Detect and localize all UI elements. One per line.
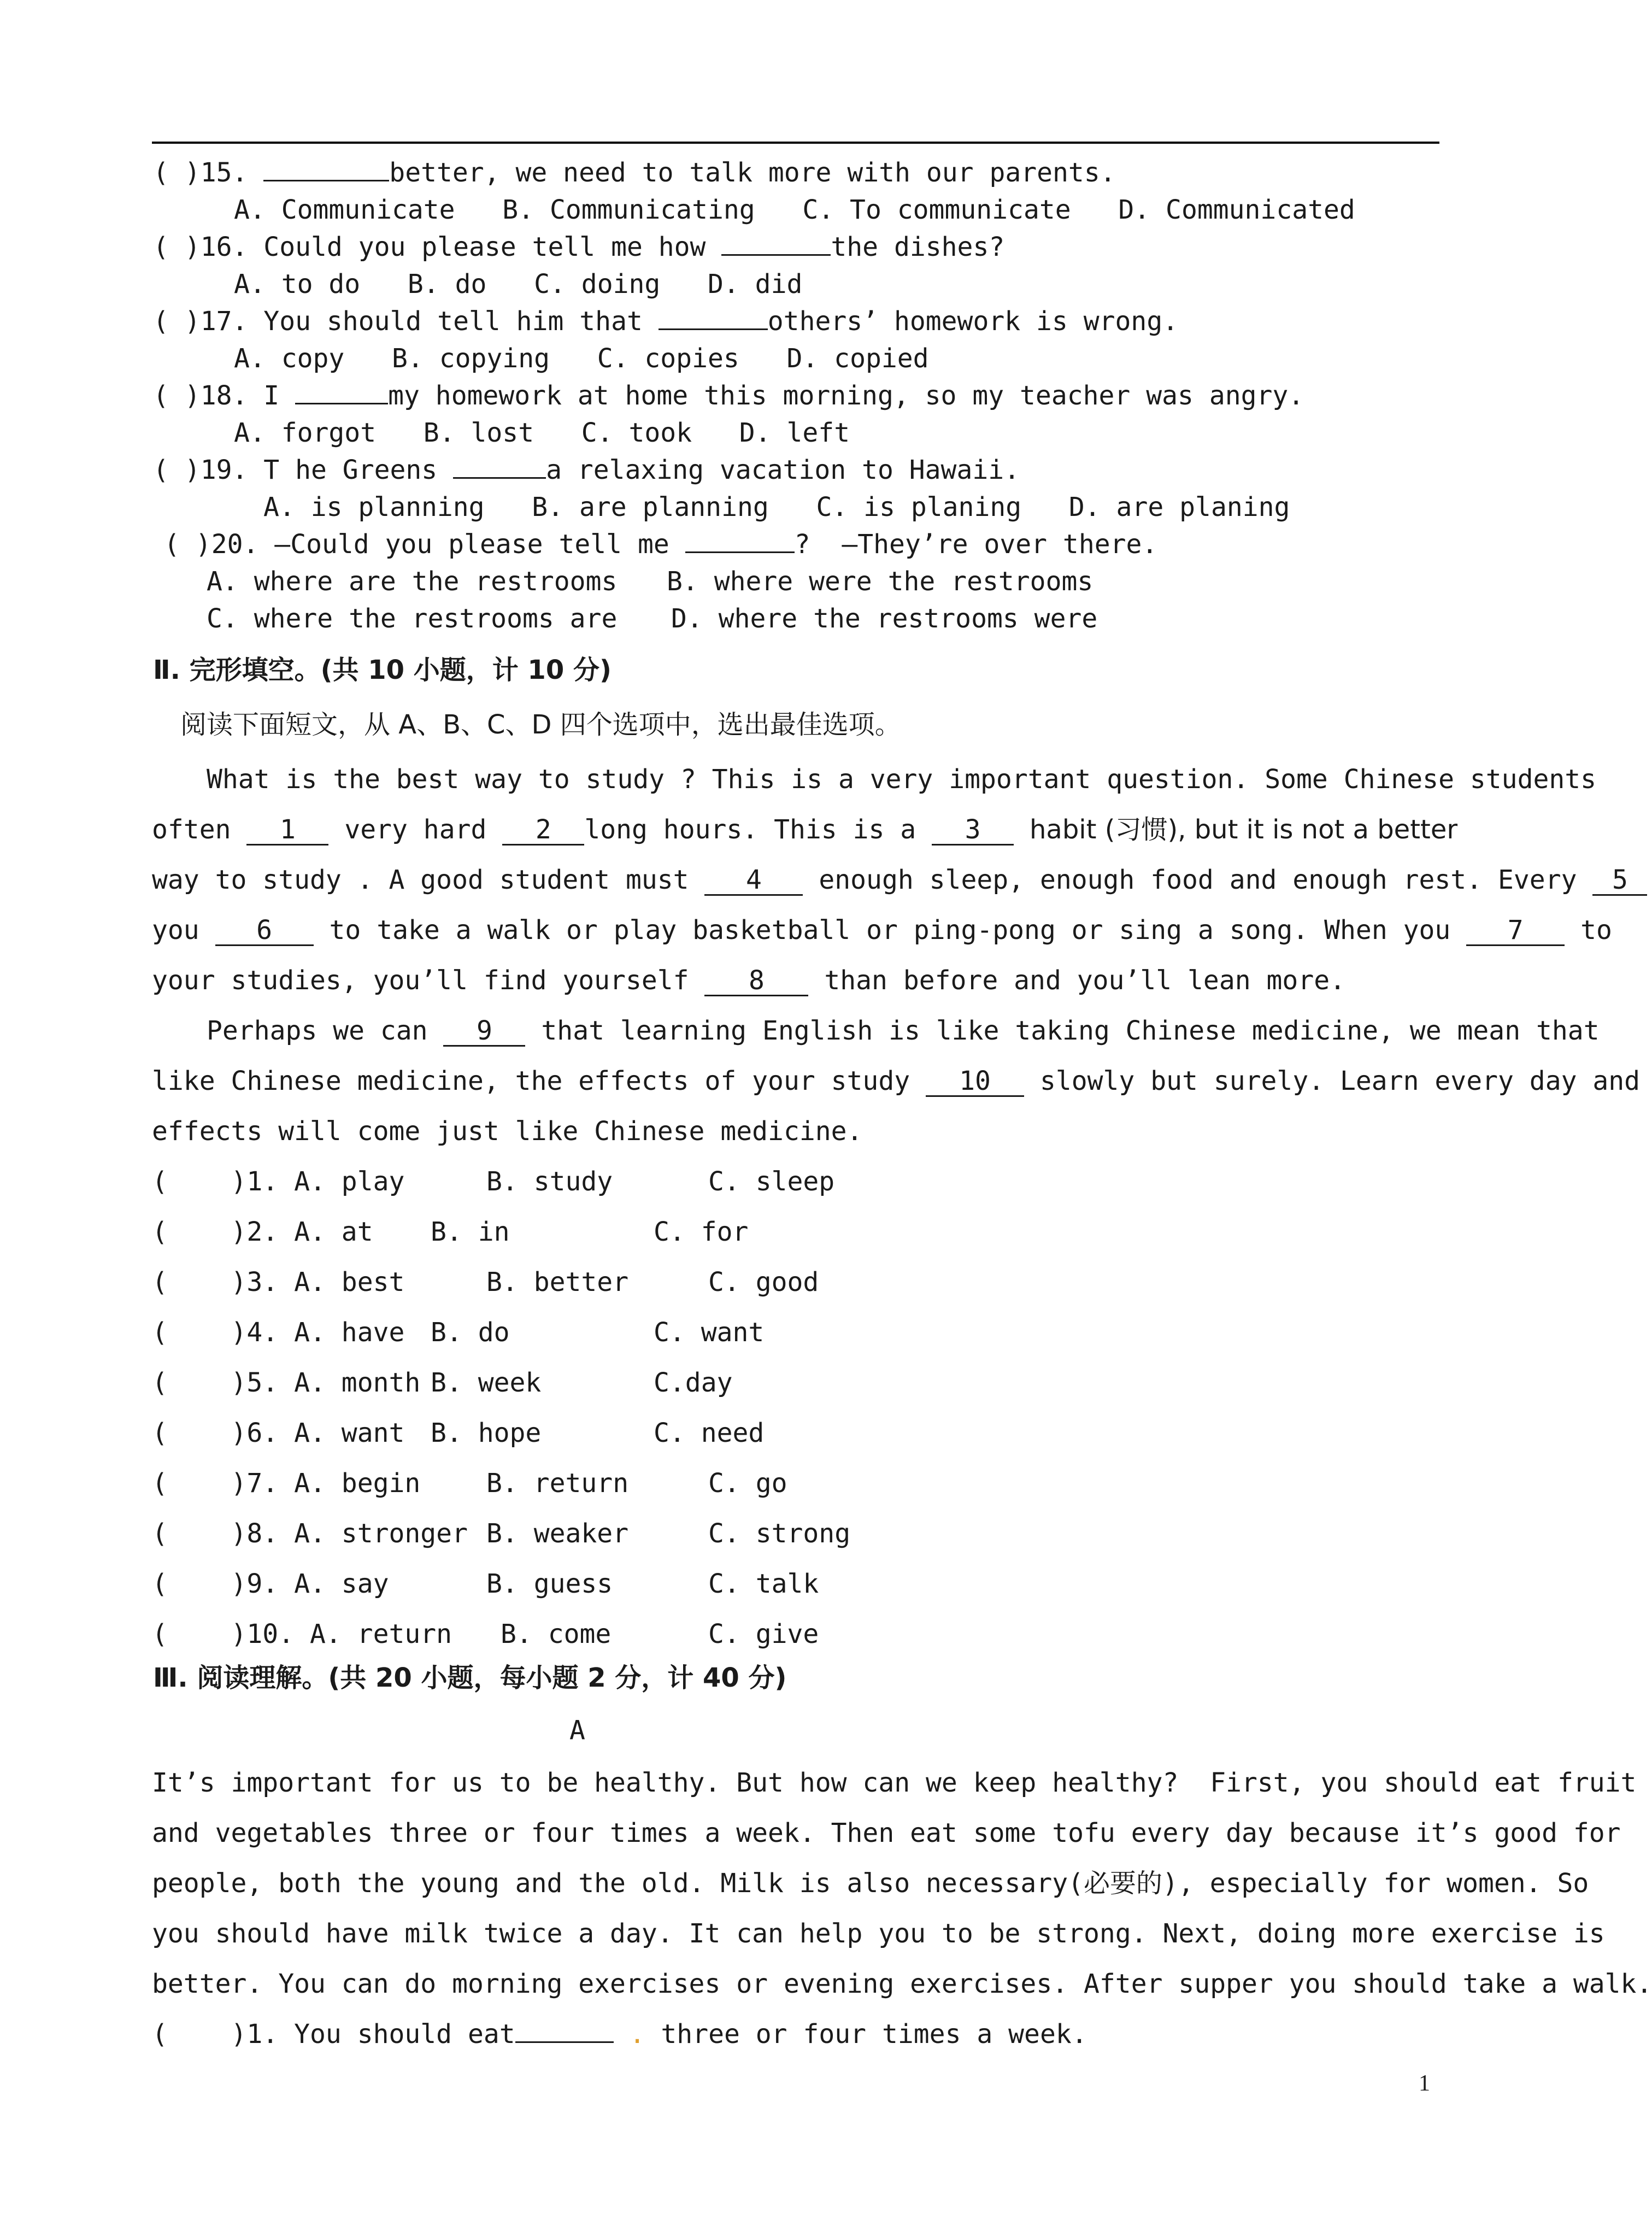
cloze-line-5: your studies, you’ll find yourself 8 than before and you’ll lean more. [152, 965, 1346, 996]
passage-line-2: and vegetables three or four times a week. Then eat some tofu every day because it’s good for [152, 1818, 1621, 1848]
cloze-blank-6[interactable]: 6 [215, 916, 314, 946]
cloze-q6-option-b: B. hope [431, 1418, 542, 1448]
cloze-question-2: ( )2. A. at [152, 1217, 373, 1247]
cloze-question-1: ( )1. A. play [152, 1166, 405, 1197]
cloze-question-4: ( )4. A. have [152, 1317, 405, 1348]
cloze-q4-option-c: C. want [654, 1317, 765, 1348]
answer-blank[interactable] [453, 477, 546, 479]
answer-blank[interactable] [721, 254, 831, 256]
question-16: ( )16. Could you please tell me how the dishes? [153, 232, 1005, 262]
options-18: A. forgot B. lost C. took D. left [234, 418, 850, 448]
cloze-line-8: effects will come just like Chinese medicine. [152, 1116, 863, 1147]
cloze-blank-7[interactable]: 7 [1466, 916, 1565, 946]
passage-line-4: you should have milk twice a day. It can help you to be strong. Next, doing more exercise is [152, 1918, 1605, 1949]
cloze-blank-4[interactable]: 4 [704, 866, 803, 896]
cloze-blank-10[interactable]: 10 [926, 1067, 1024, 1097]
cloze-q5-option-c: C.day [654, 1367, 733, 1398]
answer-blank[interactable] [515, 2041, 614, 2043]
option-20d: D. where the restrooms were [671, 603, 1098, 634]
cloze-line-3: way to study . A good student must 4 enough sleep, enough food and enough rest. Every 5 [152, 864, 1647, 896]
question-19: ( )19. T he Greens a relaxing vacation to Hawaii. [153, 455, 1020, 485]
cloze-q3-option-c: C. good [708, 1267, 819, 1297]
cloze-blank-9[interactable]: 9 [443, 1017, 525, 1047]
cloze-blank-1[interactable]: 1 [246, 815, 328, 846]
cloze-line-1: What is the best way to study ? This is a very important question. Some Chinese students [207, 764, 1597, 795]
option-20a: A. where are the restrooms [207, 566, 618, 597]
section-2-instruction: 阅读下面短文，从 A、B、C、D 四个选项中，选出最佳选项。 [180, 709, 901, 740]
cloze-q8-option-b: B. weaker [486, 1518, 629, 1549]
reading-question-1: ( )1. You should eat . three or four times a week. [152, 2019, 1087, 2050]
cloze-q6-option-c: C. need [654, 1418, 765, 1448]
passage-line-5: better. You can do morning exercises or evening exercises. After supper you should take a walk. [152, 1969, 1652, 1999]
cloze-q10-option-b: B. come [501, 1619, 612, 1649]
passage-label: A [569, 1715, 585, 1746]
cloze-q9-option-c: C. talk [708, 1569, 819, 1599]
section-2-title: Ⅱ. 完形填空。(共 10 小题，计 10 分) [153, 655, 612, 685]
cloze-q2-option-c: C. for [654, 1217, 749, 1247]
cloze-line-7: like Chinese medicine, the effects of your study 10 slowly but surely. Learn every day and [152, 1066, 1641, 1096]
option-20c: C. where the restrooms are [207, 603, 618, 634]
cloze-line-6: Perhaps we can 9 that learning English is like taking Chinese medicine, we mean that [207, 1015, 1600, 1046]
cloze-q8-option-c: C. strong [708, 1518, 851, 1549]
cloze-question-5: ( )5. A. month [152, 1367, 421, 1398]
cloze-question-6: ( )6. A. want [152, 1418, 405, 1448]
cloze-q7-option-c: C. go [708, 1468, 787, 1499]
question-15: ( )15. better, we need to talk more with our parents. [153, 157, 1116, 188]
page-number: 1 [1419, 2071, 1430, 2096]
header-rule [152, 142, 1439, 144]
question-18: ( )18. I my homework at home this morning, so my teacher was angry. [153, 380, 1304, 411]
question-20: ( )20. —Could you please tell me ? —They’re over there. [164, 529, 1158, 560]
cloze-question-7: ( )7. A. begin [152, 1468, 421, 1499]
cloze-q7-option-b: B. return [486, 1468, 629, 1499]
cloze-question-8: ( )8. A. stronger [152, 1518, 468, 1549]
cloze-blank-5[interactable]: 5 [1592, 866, 1647, 896]
cloze-blank-8[interactable]: 8 [704, 966, 808, 996]
cloze-q10-option-c: C. give [708, 1619, 819, 1649]
options-15: A. Communicate B. Communicating C. To communicate D. Communicated [234, 195, 1355, 225]
cloze-question-9: ( )9. A. say [152, 1569, 389, 1599]
options-17: A. copy B. copying C. copies D. copied [234, 343, 929, 374]
question-17: ( )17. You should tell him that others’ homework is wrong. [153, 306, 1179, 337]
answer-blank[interactable] [263, 180, 389, 181]
cloze-line-4: you 6 to take a walk or play basketball or ping-pong or sing a song. When you 7 to [152, 915, 1612, 946]
cloze-q3-option-b: B. better [486, 1267, 629, 1297]
cloze-q4-option-b: B. do [431, 1317, 510, 1348]
cloze-q5-option-b: B. week [431, 1367, 542, 1398]
cloze-q1-option-b: B. study [486, 1166, 613, 1197]
cloze-q2-option-b: B. in [431, 1217, 510, 1247]
cloze-blank-2[interactable]: 2 [502, 815, 584, 846]
cloze-q1-option-c: C. sleep [708, 1166, 835, 1197]
answer-blank[interactable] [295, 403, 388, 404]
answer-blank[interactable] [659, 328, 768, 330]
section-3-title: Ⅲ. 阅读理解。(共 20 小题，每小题 2 分，计 40 分) [153, 1663, 787, 1693]
cloze-q9-option-b: B. guess [486, 1569, 613, 1599]
options-16: A. to do B. do C. doing D. did [234, 269, 803, 300]
answer-blank[interactable] [685, 551, 795, 553]
option-20b: B. where were the restrooms [667, 566, 1094, 597]
cloze-question-3: ( )3. A. best [152, 1267, 405, 1297]
cloze-question-10: ( )10. A. return [152, 1619, 452, 1649]
cloze-blank-3[interactable]: 3 [932, 815, 1014, 846]
options-19: A. is planning B. are planning C. is planing D. are planing [263, 492, 1290, 522]
passage-line-3: people, both the young and the old. Milk is also necessary(必要的), especially for women. So [152, 1868, 1589, 1899]
passage-line-1: It’s important for us to be healthy. But how can we keep healthy? First, you should eat fruit [152, 1768, 1637, 1798]
cloze-line-2: often 1 very hard 2 long hours. This is a 3 habit (习惯), but it is not a better [152, 814, 1458, 845]
